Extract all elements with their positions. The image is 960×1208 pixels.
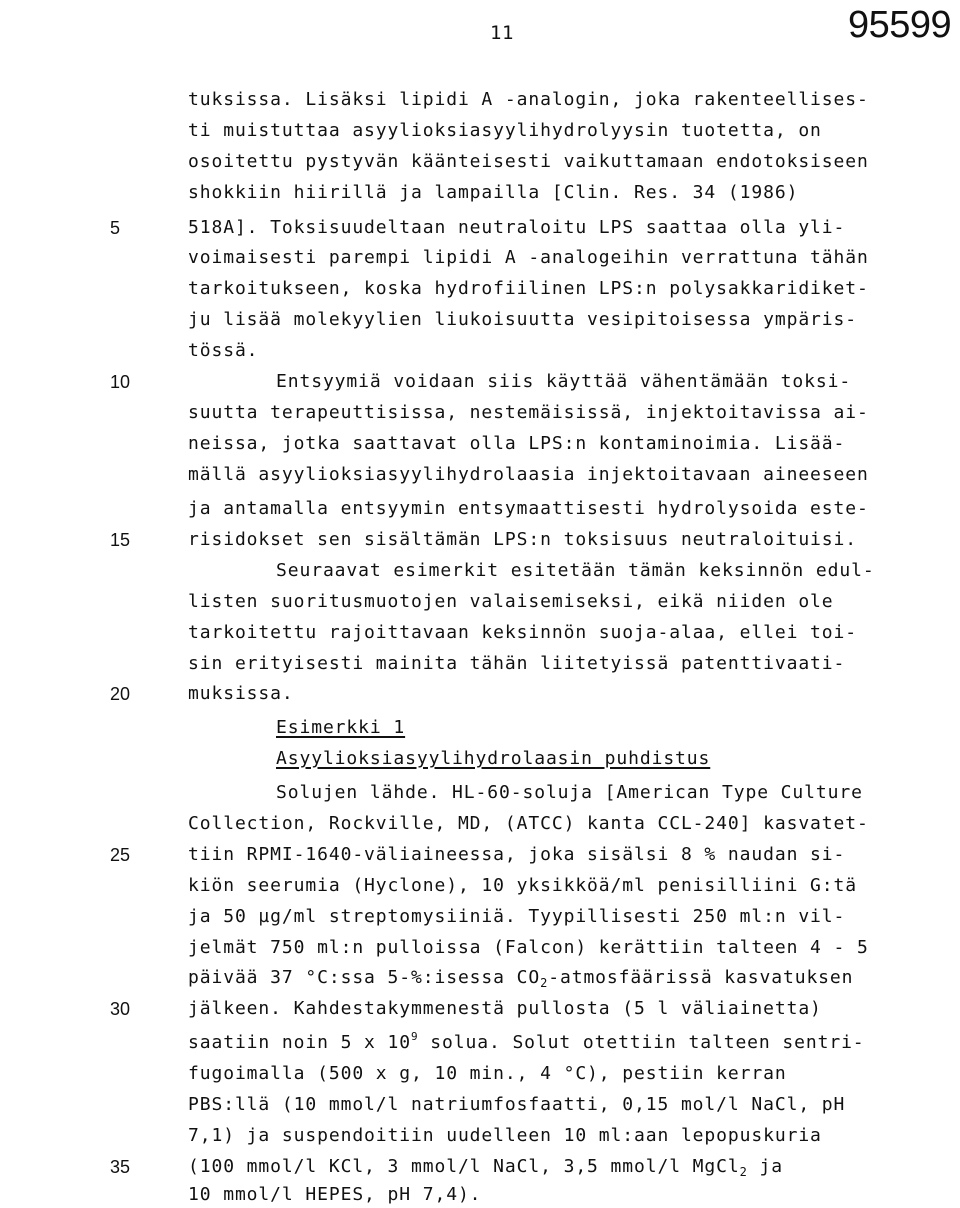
text-line: tarkoitettu rajoittavaan keksinnön suoja-alaa, ellei toi-: [188, 622, 858, 643]
text-segment: saatiin noin 5 x 10: [188, 1032, 412, 1053]
text-segment: -atmosfäärissä kasvatuksen: [548, 967, 854, 988]
line-number-35: 35: [110, 1157, 131, 1177]
text-line: Collection, Rockville, MD, (ATCC) kanta CCL-240] kasvatet-: [188, 813, 869, 834]
text-line: fugoimalla (500 x g, 10 min., 4 °C), pestiin kerran: [188, 1063, 787, 1084]
text-line: risidokset sen sisältämän LPS:n toksisuus neutraloituisi.: [188, 529, 858, 550]
paragraph-start-line: Entsyymiä voidaan siis käyttää vähentämään toksi-: [276, 371, 852, 392]
text-line: muksissa.: [188, 683, 294, 704]
text-line: tuksissa. Lisäksi lipidi A -analogin, joka rakenteellises-: [188, 89, 869, 110]
text-segment: solua. Solut otettiin talteen sentri-: [418, 1032, 865, 1053]
text-segment: päivää 37 °C:ssa 5-%:isessa CO: [188, 967, 541, 988]
superscript: 9: [411, 1030, 419, 1043]
document-number: 95599: [848, 4, 952, 46]
text-line: ju lisää molekyylien liukoisuutta vesipitoisessa ympäris-: [188, 309, 858, 330]
text-line: tössä.: [188, 340, 259, 361]
text-line: voimaisesti parempi lipidi A -analogeihin verrattuna tähän: [188, 247, 869, 268]
text-line: ja 50 µg/ml streptomysiiniä. Tyypillisesti 250 ml:n vil-: [188, 906, 846, 927]
paragraph-start-line: Seuraavat esimerkit esitetään tämän keksinnön edul-: [276, 560, 875, 581]
text-line: 10 mmol/l HEPES, pH 7,4).: [188, 1184, 482, 1205]
text-segment: (100 mmol/l KCl, 3 mmol/l NaCl, 3,5 mmol/l MgCl: [188, 1156, 740, 1177]
example-heading: Esimerkki 1: [276, 717, 406, 738]
text-segment: ja: [747, 1156, 783, 1177]
text-line: [188, 1155, 948, 1179]
text-line: ja antamalla entsyymin entsymaattisesti hydrolysoida este-: [188, 498, 869, 519]
page-number: 11: [490, 22, 514, 44]
subscript: 2: [739, 1165, 748, 1179]
line-number-5: 5: [110, 218, 121, 238]
text-line: 7,1) ja suspendoitiin uudelleen 10 ml:aan lepopuskuria: [188, 1125, 822, 1146]
text-line: listen suoritusmuotojen valaisemiseksi, eikä niiden ole: [188, 591, 834, 612]
text-line: PBS:llä (10 mmol/l natriumfosfaatti, 0,15 mol/l NaCl, pH: [188, 1094, 846, 1115]
paragraph-start-line: Solujen lähde. HL-60-soluja [American Type Culture: [276, 782, 863, 803]
line-number-25: 25: [110, 845, 131, 865]
section-heading: Asyylioksiasyylihydrolaasin puhdistus: [276, 748, 711, 769]
line-number-15: 15: [110, 530, 131, 550]
text-line: tiin RPMI-1640-väliaineessa, joka sisälsi 8 % naudan si-: [188, 844, 846, 865]
text-line: kiön seerumia (Hyclone), 10 yksikköä/ml penisilliini G:tä: [188, 875, 858, 896]
line-number-20: 20: [110, 684, 131, 704]
subscript: 2: [540, 976, 549, 990]
text-line: mällä asyylioksiasyylihydrolaasia injektoitavaan aineeseen: [188, 464, 869, 485]
text-line: sin erityisesti mainita tähän liitetyissä patenttivaati-: [188, 653, 846, 674]
text-line: neissa, jotka saattavat olla LPS:n kontaminoimia. Lisää-: [188, 433, 846, 454]
text-line: 518A]. Toksisuudeltaan neutraloitu LPS saattaa olla yli-: [188, 217, 846, 238]
text-line: [188, 1031, 948, 1055]
text-line: osoitettu pystyvän käänteisesti vaikuttamaan endotoksiseen: [188, 151, 869, 172]
text-line: ti muistuttaa asyylioksiasyylihydrolyysin tuotetta, on: [188, 120, 822, 141]
text-line: tarkoitukseen, koska hydrofiilinen LPS:n polysakkaridiket-: [188, 278, 869, 299]
text-line: jelmät 750 ml:n pulloissa (Falcon) kerättiin talteen 4 - 5: [188, 937, 869, 958]
text-line: jälkeen. Kahdestakymmenestä pullosta (5 l väliainetta): [188, 998, 822, 1019]
text-line: shokkiin hiirillä ja lampailla [Clin. Res. 34 (1986): [188, 182, 799, 203]
text-line: [188, 966, 948, 990]
line-number-30: 30: [110, 999, 131, 1019]
line-number-10: 10: [110, 372, 131, 392]
text-line: suutta terapeuttisissa, nestemäisissä, injektoitavissa ai-: [188, 402, 869, 423]
